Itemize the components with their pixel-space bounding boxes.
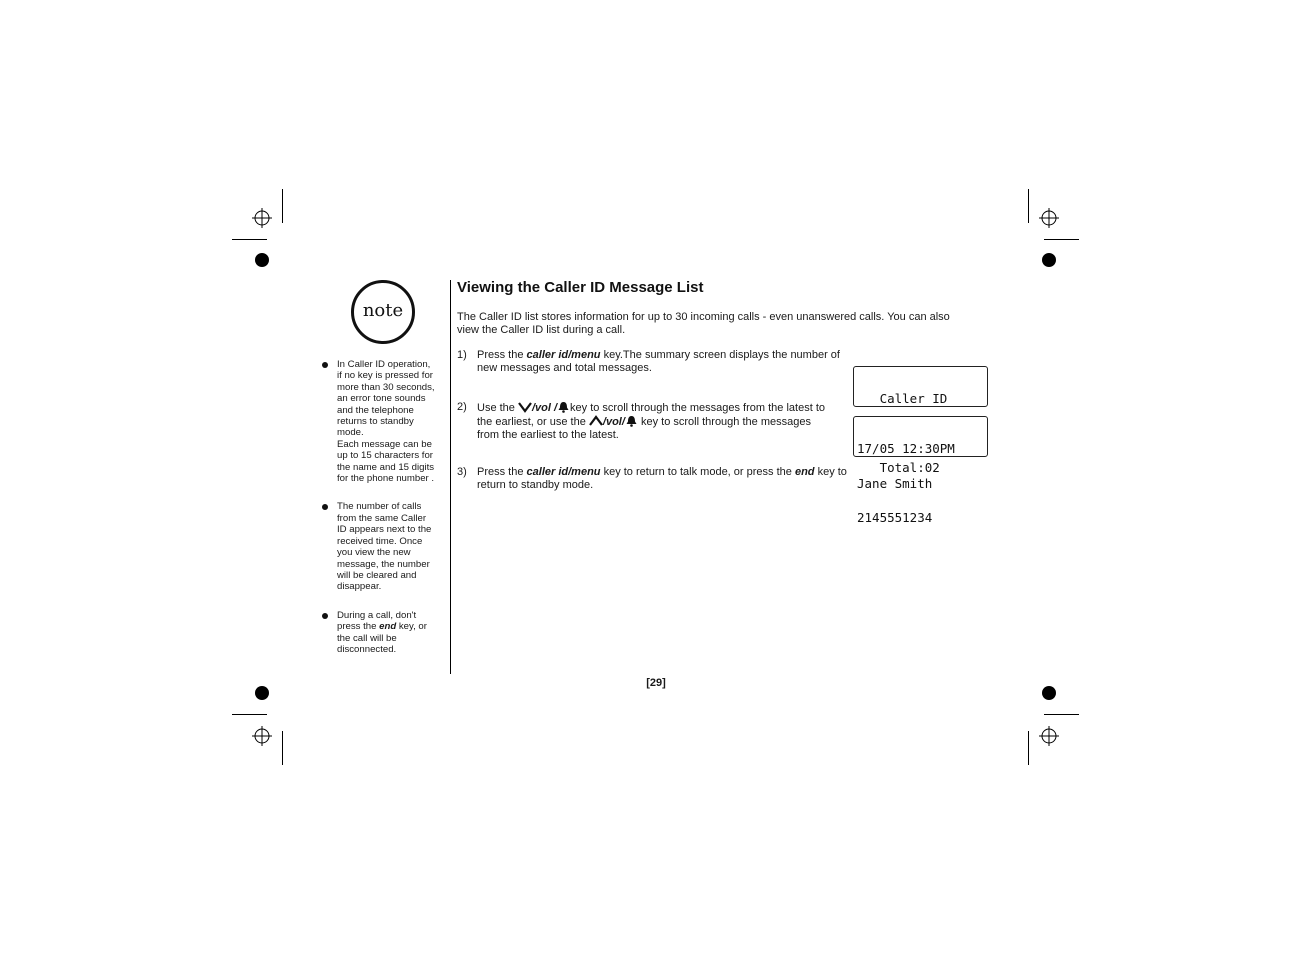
intro-line: view the Caller ID list during a call. [457,324,626,337]
caller-id-menu-key-label: caller id/menu [526,466,601,478]
step-text: return to standby mode. [477,479,594,492]
note-line [337,621,446,632]
caller-id-menu-key-label: caller id/menu [526,349,601,361]
column-divider [450,280,451,674]
registration-dot-icon [255,253,269,267]
note-line: and the telephone [337,404,414,416]
bullet-icon [322,504,328,510]
note-item [322,359,446,484]
note-line: the name and 15 digits [337,461,435,473]
lcd-line: 17/05 12:30PM [857,441,955,456]
lcd-line: 2145551234 [857,510,933,525]
note-line: up to 15 characters for [337,450,433,462]
bullet-icon [322,362,328,368]
note-line: more than 30 seconds, [337,381,435,393]
step-number: 1) [457,349,467,361]
bell-icon [625,415,638,427]
lcd-line: Jane Smith [857,475,933,491]
note-line: disappear. [337,581,382,593]
chevron-down-icon [518,401,532,413]
note-line: received time. Once [337,535,423,547]
step-text: Use the [477,402,518,414]
note-item [322,501,446,592]
note-text: press the [337,621,380,633]
note-line: The number of calls [337,501,422,513]
step-text: key to return to talk mode, or press the [600,466,795,478]
registration-target-icon [252,208,272,228]
intro-paragraph [457,311,987,337]
step-text: Press the [477,349,527,361]
note-line: During a call, don't [337,609,417,621]
vol-key-label: /vol / [531,402,558,414]
end-key-label: end [794,466,815,478]
note-line: Each message can be [337,438,432,450]
step-text: the earliest, or use the [477,416,589,429]
note-line: if no key is pressed for [337,370,433,382]
intro-line: The Caller ID list stores information for up to 30 incoming calls - even unanswered calls. You can also [457,311,950,323]
note-line: ID appears next to the [337,524,432,536]
page-number: [29] [646,677,666,689]
note-line: disconnected. [337,643,397,655]
step-text: Press the [477,466,527,478]
bell-icon [557,401,570,413]
registration-target-icon [1039,726,1059,746]
registration-target-icon [1039,208,1059,228]
step-number: 2) [457,401,467,413]
note-line: the call will be [337,632,397,644]
end-key-label: end [379,621,397,633]
note-line: mode. [337,427,364,439]
note-item [322,610,446,656]
note-line: will be cleared and [337,569,417,581]
note-badge-label: note [362,299,404,321]
chevron-up-icon [589,415,603,427]
note-line: for the phone number . [337,473,435,485]
step-text: from the earliest to the latest. [477,429,619,442]
step-text: key to scroll through the messages [637,416,811,429]
step-text: key.The summary screen displays the number of [600,349,840,361]
note-text: key, or [396,621,427,633]
note-line: from the same Caller [337,512,427,524]
step-text: key to scroll through the messages from the latest to [570,402,825,414]
step-number: 3) [457,466,467,478]
step-text: key to [814,466,847,478]
page-title: Viewing the Caller ID Message List [457,279,704,296]
vol-key-label: /vol/ [602,416,625,429]
lcd-line: Caller ID [857,391,948,406]
note-line: In Caller ID operation, [337,359,431,370]
lcd-line: Total:02 [857,460,940,475]
note-line: message, the number [337,558,430,570]
note-line: an error tone sounds [337,393,426,405]
step-text: new messages and total messages. [477,362,652,375]
registration-target-icon [252,726,272,746]
note-list [322,359,446,672]
bullet-icon [322,613,328,619]
note-line: returns to standby [337,416,414,428]
registration-dot-icon [1042,253,1056,267]
note-line: you view the new [337,547,411,559]
note-badge-icon [351,280,415,344]
